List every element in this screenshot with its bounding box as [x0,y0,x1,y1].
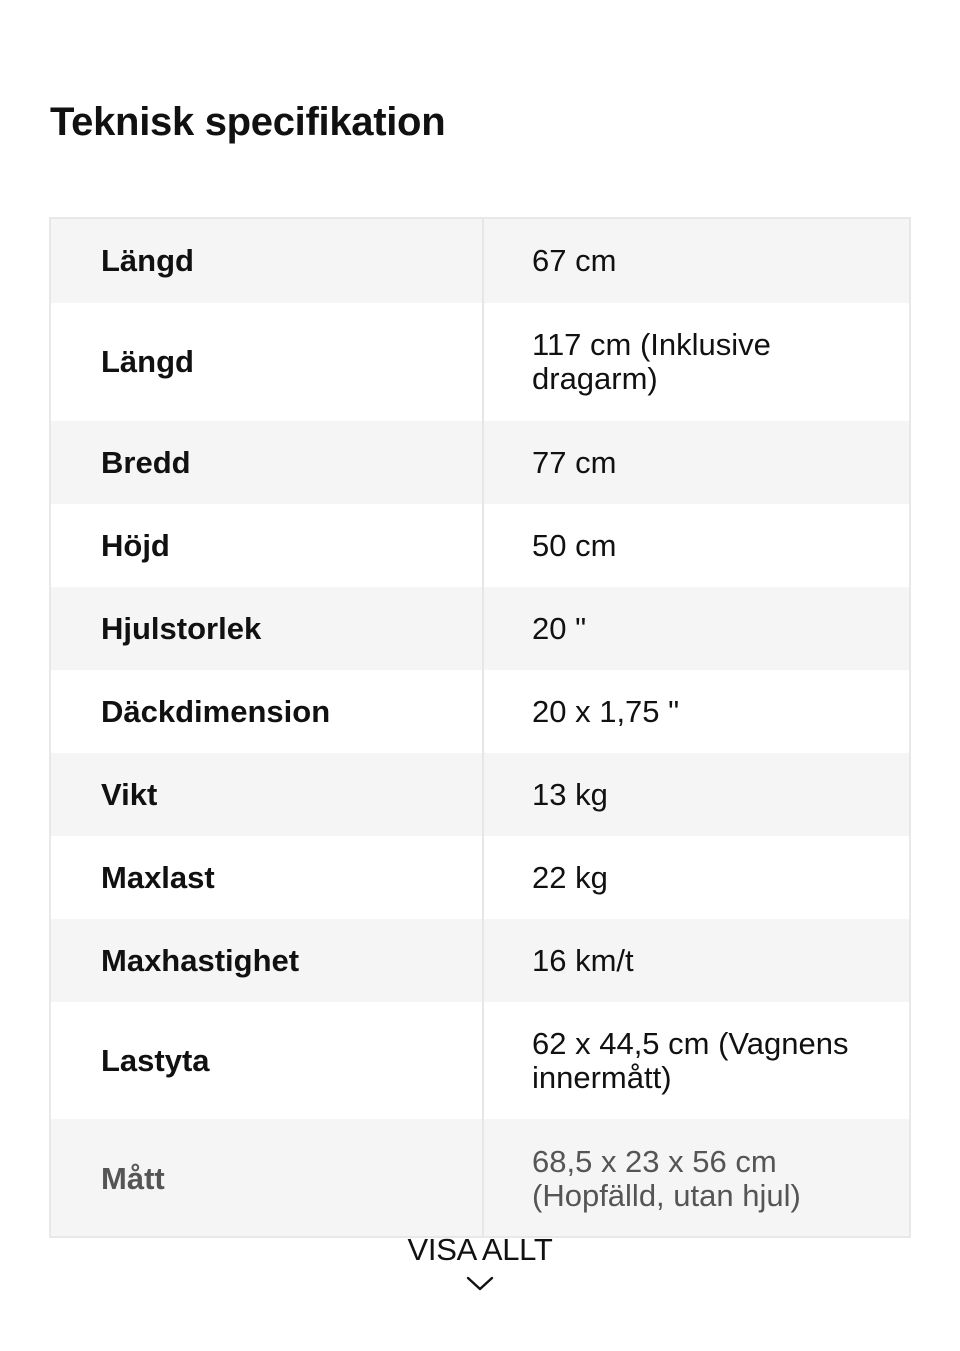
spec-label: Hjulstorlek [101,610,262,646]
spec-value: 77 cm [532,444,617,480]
spec-value: 68,5 x 23 x 56 cm (Hopfälld, utan hjul) [532,1143,801,1213]
show-all-label: VISA ALLT [407,1232,553,1267]
spec-label: Däckdimension [101,693,331,729]
spec-label: Lastyta [101,1042,210,1078]
spec-value: 13 kg [532,776,608,812]
spec-value: 62 x 44,5 cm (Vagnens innermått) [532,1025,849,1095]
spec-label: Maxhastighet [101,942,300,978]
spec-value: 22 kg [532,859,608,895]
spec-row [51,303,909,421]
spec-table [49,217,911,1238]
spec-row [51,670,909,753]
page-title: Teknisk specifikation [50,100,446,144]
spec-row [51,836,909,919]
spec-row [51,219,909,303]
spec-label: Maxlast [101,859,215,895]
spec-row [51,919,909,1002]
spec-row [51,1119,909,1238]
spec-value: 20 x 1,75 " [532,693,680,729]
spec-value: 50 cm [532,527,617,563]
spec-value: 117 cm (Inklusive dragarm) [532,327,771,396]
spec-label: Bredd [101,444,191,480]
spec-label: Mått [101,1160,165,1196]
spec-value: 67 cm [532,243,617,278]
spec-row [51,753,909,836]
spec-label: Längd [101,344,194,379]
spec-row [51,504,909,587]
spec-value: 20 " [532,610,587,646]
chevron-down-icon [465,1274,495,1292]
spec-row [51,421,909,504]
spec-label: Längd [101,243,194,278]
spec-value: 16 km/t [532,942,634,978]
spec-row [51,587,909,670]
show-all-button[interactable] [0,1232,960,1292]
spec-label: Höjd [101,527,170,563]
spec-row [51,1002,909,1119]
spec-label: Vikt [101,776,158,812]
column-divider [482,219,484,1236]
